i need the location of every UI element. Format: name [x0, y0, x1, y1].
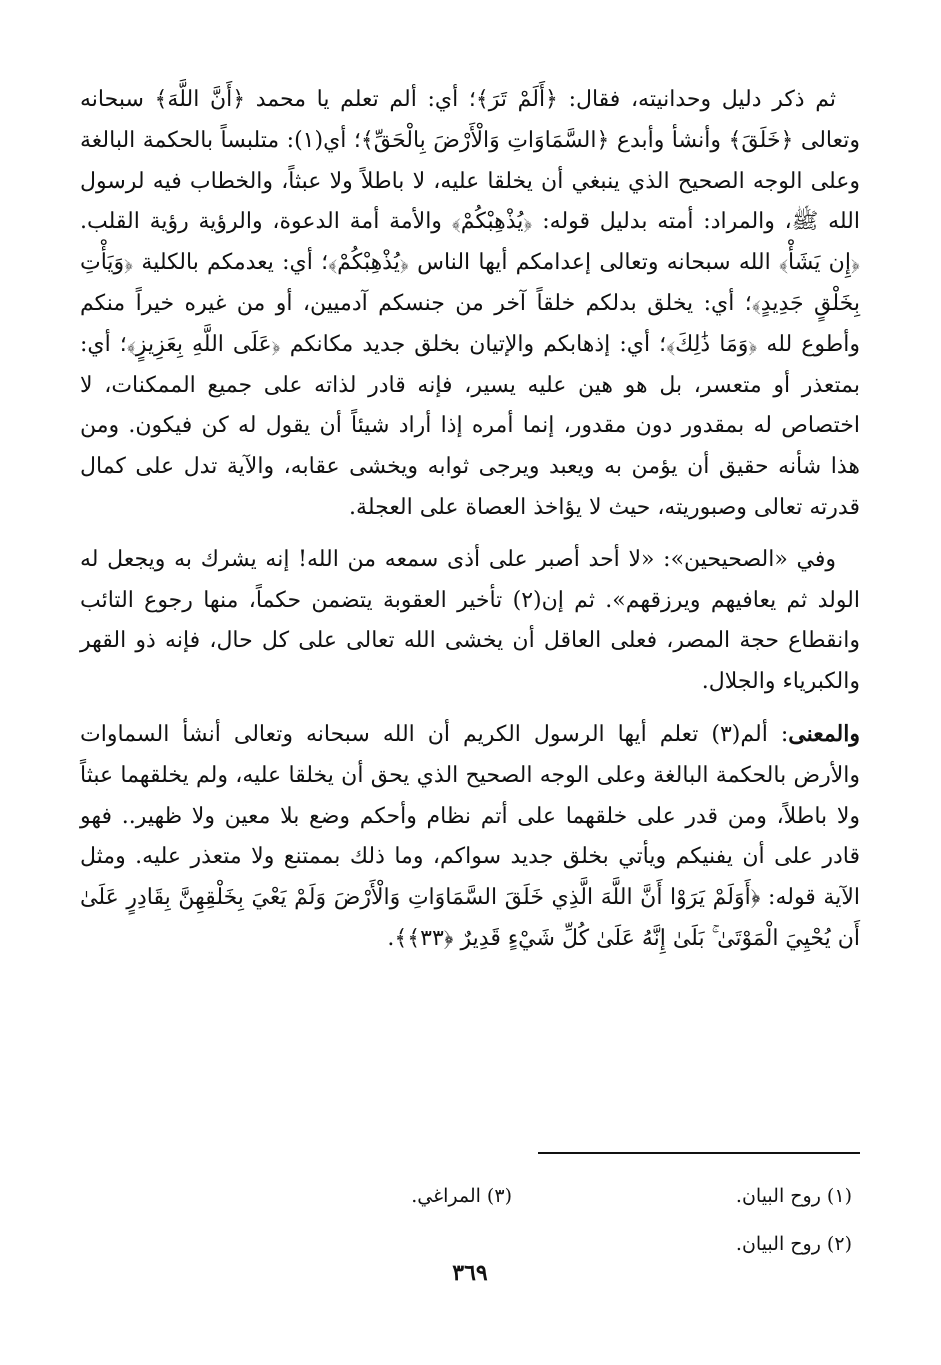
page-number: ٣٦٩: [452, 1260, 488, 1286]
footnote-1: (١) روح البيان.: [735, 1185, 852, 1207]
body-paragraph-3: [80, 714, 860, 960]
body-paragraph-1: ثم ذكر دليل وحدانيته، فقال: ﴿أَلَمْ تَرَ﴾؛ أي: ألم تعلم يا محمد ﴿أَنَّ اللَّهَ﴾ سبحانه وتعالى ﴿خَلَقَ﴾ وأنشأ وأبدع ﴿السَّمَاوَاتِ وَالْأَرْضَ بِالْحَقِّ﴾؛ أي(١): متلبساً بالحكمة البالغة وعلى الوجه الصحيح الذي ينبغي أن يخلقا عليه، لا باطلاً ولا عبثاً، والخطاب فيه لرسول الله ﷺ، والمراد: أمته بدليل قوله: ﴿يُذْهِبْكُمْ﴾ والأمة أمة الدعوة، والرؤية رؤية القلب. ﴿إِن يَشَأْ﴾ الله سبحانه وتعالى إعدامكم أيها الناس ﴿يُذْهِبْكُمْ﴾؛ أي: يعدمكم بالكلية ﴿وَيَأْتِ بِخَلْقٍ جَدِيدٍ﴾؛ أي: يخلق بدلكم خلقاً آخر من جنسكم آدميين، أو من غيره خيراً منكم وأطوع لله ﴿وَمَا ذَٰلِكَ﴾؛ أي: إذهابكم والإتيان بخلق جديد مكانكم ﴿عَلَى اللَّهِ بِعَزِيزٍ﴾؛ أي: بمتعذر أو متعسر، بل هو هين عليه يسير، فإنه قادر لذاته على جميع الممكنات، لا اختصاص له بمقدور دون مقدور، إنما أمره إذا أراد شيئاً أن يقول له كن فيكون. ومن هذا شأنه حقيق أن يؤمن به ويعبد ويرجى ثوابه ويخشى عقابه، والآية تدل على كمال قدرته تعالى وصبوريته، حيث لا يؤاخذ العصاة على العجلة.: [80, 87, 860, 520]
document-page: [80, 80, 860, 1330]
footnote-row-1: [92, 1172, 852, 1220]
footnotes: [92, 1172, 852, 1268]
footnote-2: (٢) روح البيان.: [735, 1233, 852, 1255]
footnote-3: (٣) المراغي.: [411, 1185, 512, 1207]
body-paragraph-2: وفي «الصحيحين»: «لا أحد أصبر على أذى سمعه من الله! إنه يشرك به ويجعل له الولد ثم يعافيهم ويرزقهم». ثم إن(٢) تأخير العقوبة يتضمن حكماً، منها رجوع التائب وانقطاع حجة المصر، فعلى العاقل أن يخشى الله تعالى على كل حال، فإنه ذو القهر والكبرياء والجلال.: [80, 546, 860, 695]
footnote-divider: [538, 1152, 860, 1154]
paragraph-3-text: : ألم(٣) تعلم أيها الرسول الكريم أن الله سبحانه وتعالى أنشأ السماوات والأرض بالحكمة البالغة وعلى الوجه الصحيح الذي يحق أن يخلقا عليه، ولم يخلقهما عبثاً ولا باطلاً، ومن قدر على خلقهما على أتم نظام وأحكم وضع بلا معين ولا ظهير.. فهو قادر على أن يفنيكم ويأتي بخلق جديد سواكم، وما ذلك بممتنع ولا متعذر عليه. ومثل الآية قوله: ﴿أَوَلَمْ يَرَوْا أَنَّ اللَّهَ الَّذِي خَلَقَ السَّمَاوَاتِ وَالْأَرْضَ وَلَمْ يَعْيَ بِخَلْقِهِنَّ بِقَادِرٍ عَلَىٰ أَن يُحْيِيَ الْمَوْتَىٰ ۚ بَلَىٰ إِنَّهُ عَلَىٰ كُلِّ شَيْءٍ قَدِيرٌ ﴿٣٣﴾﴾.: [80, 721, 860, 951]
paragraph-lead-word: والمعنى: [788, 720, 860, 747]
